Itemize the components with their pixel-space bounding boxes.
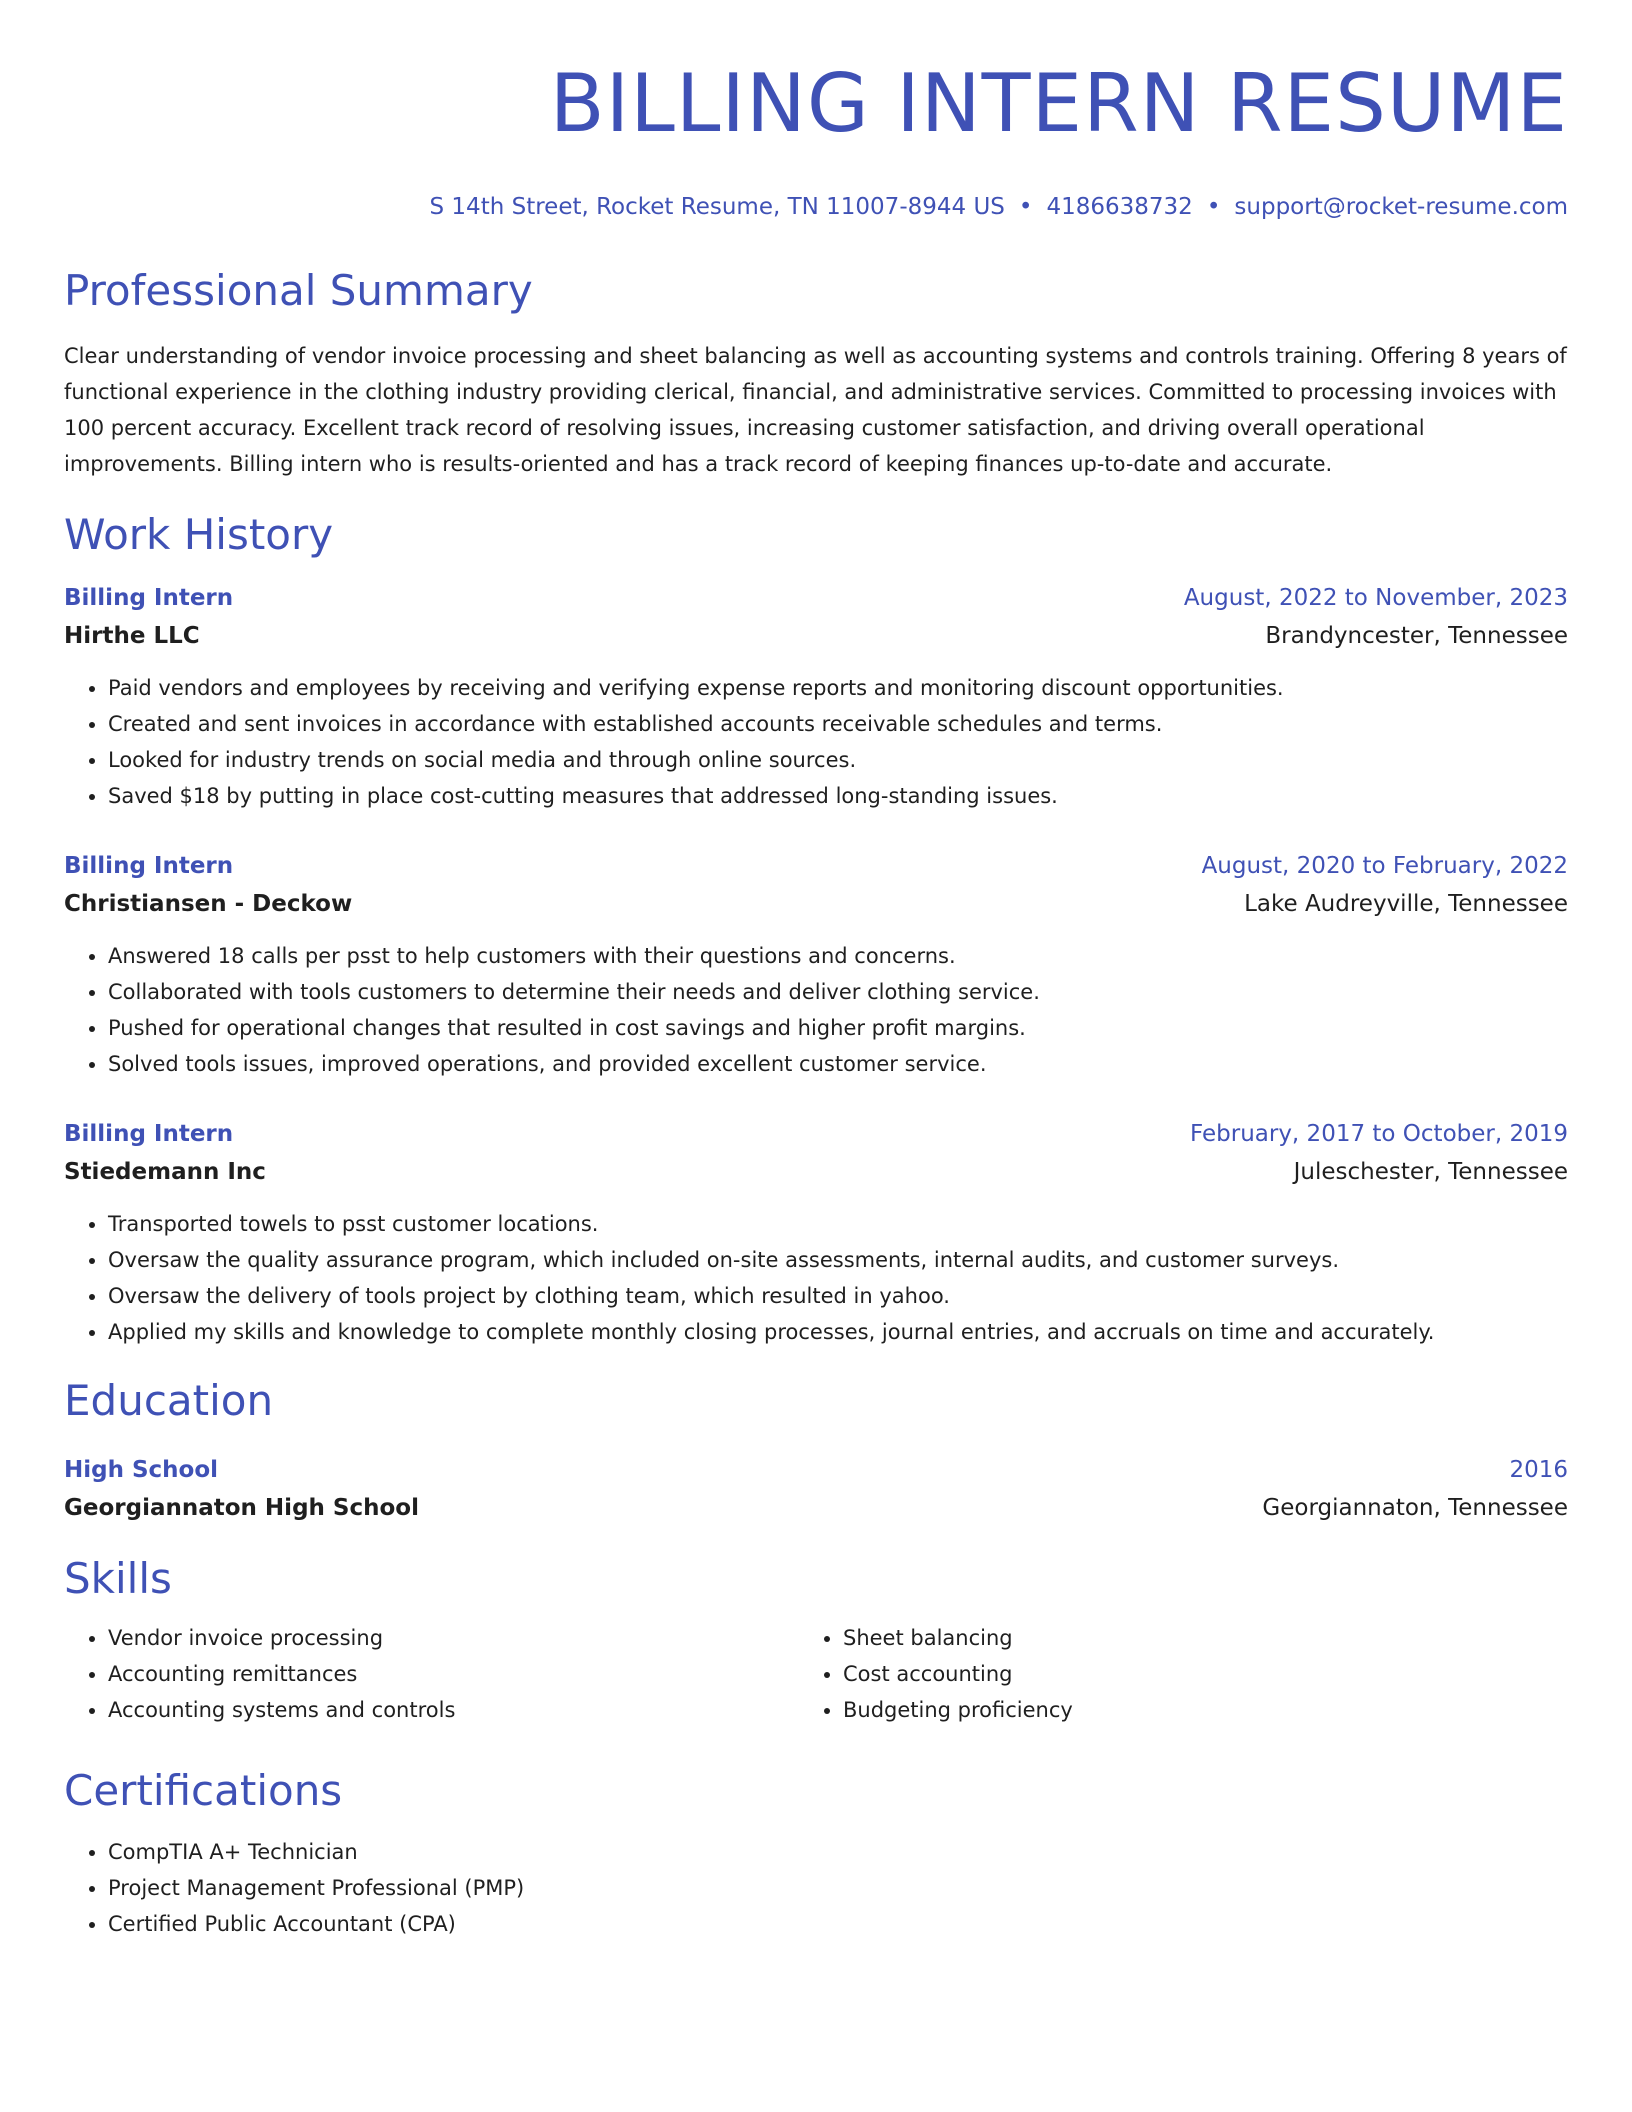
resume-title: BILLING INTERN RESUME [549,57,1568,150]
job-bullet: • Created and sent invoices in accordance with established accounts receivable schedules and terms. [108,706,1568,742]
education-entry [64,1454,1568,1524]
skills-column-right [799,1620,1534,1728]
job-dates: August, 2022 to November, 2023 [1183,585,1568,611]
job-bullet: • Transported towels to psst customer locations. [108,1206,1568,1242]
job-location: Juleschester, Tennessee [1293,1159,1568,1185]
certifications-list [64,1834,1568,1942]
skill-item: • Accounting remittances [108,1656,799,1692]
education-school: Georgiannaton High School [64,1495,419,1521]
job-location: Lake Audreyville, Tennessee [1244,891,1568,917]
job-company: Stiedemann Inc [64,1159,266,1185]
summary-text: Clear understanding of vendor invoice processing and sheet balancing as well as accounting systems and controls training. Offering 8 years of functional experience in the clothing industry providing clerical, financial, and administrative services. Committed to processing invoices with 100 percent accuracy. Excellent track record of resolving issues, increasing customer satisfaction, and driving overall operational improvements. Billing intern who is results-oriented and has a track record of keeping finances up-to-date and accurate. [64,344,1567,476]
skill-item: • Sheet balancing [843,1620,1534,1656]
job-company: Hirthe LLC [64,623,200,649]
job-location: Brandyncester, Tennessee [1265,623,1568,649]
certification-item: • Certified Public Accountant (CPA) [108,1906,1568,1942]
education-degree: High School [64,1457,219,1483]
summary-heading: Professional Summary [64,266,533,315]
contact-separator: • [1206,194,1221,220]
job-bullet: • Looked for industry trends on social media and through online sources. [108,742,1568,778]
skill-item: • Vendor invoice processing [108,1620,799,1656]
contact-separator: • [1018,194,1033,220]
work-entry [64,582,1568,814]
job-bullets [64,938,1568,1082]
work-entry [64,850,1568,1082]
skill-item: • Budgeting proficiency [843,1692,1534,1728]
job-bullet: • Oversaw the quality assurance program, which included on-site assessments, internal audits, and customer surveys. [108,1242,1568,1278]
certification-item: • Project Management Professional (PMP) [108,1870,1568,1906]
job-bullet: • Oversaw the delivery of tools project by clothing team, which resulted in yahoo. [108,1278,1568,1314]
contact-address: S 14th Street, Rocket Resume, TN 11007-8944 US [429,194,1005,220]
certification-item: • CompTIA A+ Technician [108,1834,1568,1870]
education-year: 2016 [1509,1457,1568,1483]
certifications-heading: Certifications [64,1766,343,1815]
job-dates: February, 2017 to October, 2019 [1190,1121,1568,1147]
skill-item: • Cost accounting [843,1656,1534,1692]
education-heading: Education [64,1376,274,1425]
job-bullet: • Pushed for operational changes that resulted in cost savings and higher profit margins. [108,1010,1568,1046]
contact-line [64,192,1568,222]
skill-item: • Accounting systems and controls [108,1692,799,1728]
job-bullets [64,670,1568,814]
job-bullet: • Solved tools issues, improved operations, and provided excellent customer service. [108,1046,1568,1082]
job-company: Christiansen - Deckow [64,891,353,917]
education-location: Georgiannaton, Tennessee [1262,1495,1568,1521]
job-bullet: • Applied my skills and knowledge to complete monthly closing processes, journal entries, and accruals on time and accurately. [108,1314,1568,1350]
skills-grid [64,1620,1568,1728]
job-bullets [64,1206,1568,1350]
job-bullet: • Answered 18 calls per psst to help customers with their questions and concerns. [108,938,1568,974]
contact-email: support@rocket-resume.com [1234,194,1568,220]
job-dates: August, 2020 to February, 2022 [1201,853,1568,879]
job-role: Billing Intern [64,853,234,879]
job-bullet: • Paid vendors and employees by receiving and verifying expense reports and monitoring discount opportunities. [108,670,1568,706]
skills-heading: Skills [64,1554,172,1603]
contact-phone: 4186638732 [1046,194,1193,220]
job-bullet: • Saved $18 by putting in place cost-cutting measures that addressed long-standing issues. [108,778,1568,814]
job-bullet: • Collaborated with tools customers to determine their needs and deliver clothing service. [108,974,1568,1010]
work-entry [64,1118,1568,1350]
skills-column-left [64,1620,799,1728]
job-role: Billing Intern [64,585,234,611]
work-history-heading: Work History [64,510,334,559]
job-role: Billing Intern [64,1121,234,1147]
